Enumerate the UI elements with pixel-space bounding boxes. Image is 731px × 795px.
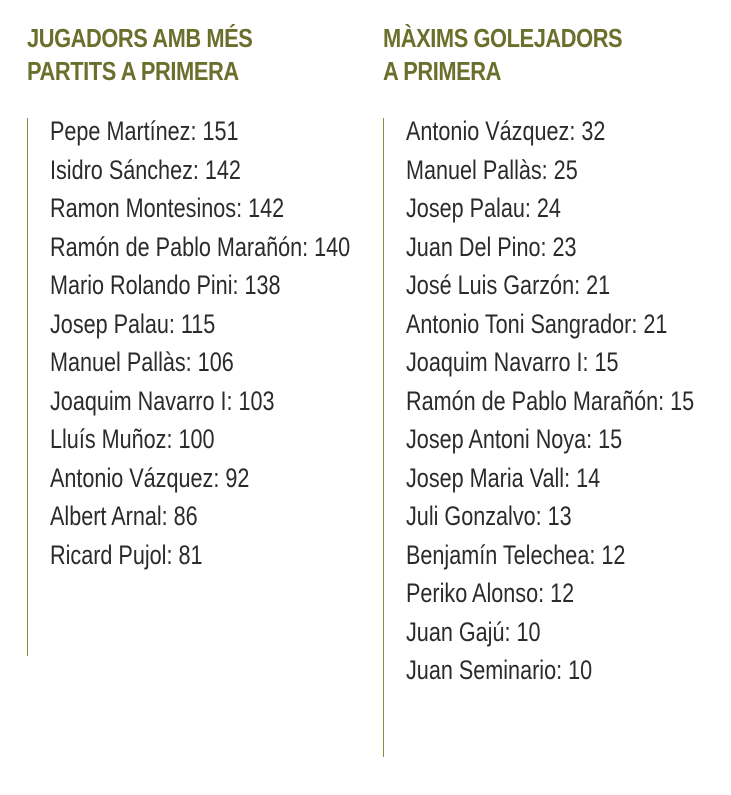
list-item: Albert Arnal: 86 bbox=[50, 501, 198, 531]
list-item: Manuel Pallàs: 25 bbox=[406, 154, 578, 185]
list-item: Josep Palau: 24 bbox=[406, 193, 561, 223]
list-item: Ricard Pujol: 81 bbox=[50, 539, 203, 570]
list-item: Periko Alonso: 12 bbox=[406, 578, 575, 608]
list-item: Antonio Toni Sangrador: 21 bbox=[406, 308, 668, 339]
list-item: Antonio Vázquez: 92 bbox=[50, 462, 250, 493]
title-line: PARTITS A PRIMERA bbox=[27, 56, 239, 86]
list-item: Lluís Muñoz: 100 bbox=[50, 424, 215, 454]
list-item: José Luis Garzón: 21 bbox=[406, 270, 611, 300]
most-appearances-list bbox=[27, 118, 425, 656]
list-item: Joaquim Navarro I: 103 bbox=[50, 385, 275, 416]
list-item: Juan Del Pino: 23 bbox=[406, 231, 577, 262]
list-item: Josep Maria Vall: 14 bbox=[406, 462, 601, 493]
list-item: Juli Gonzalvo: 13 bbox=[406, 501, 572, 531]
list-item: Juan Seminario: 10 bbox=[406, 655, 593, 685]
most-appearances-title bbox=[27, 22, 313, 88]
list-item: Josep Palau: 115 bbox=[50, 308, 216, 339]
title-line: JUGADORS AMB MÉS bbox=[27, 23, 253, 53]
list-item: Mario Rolando Pini: 138 bbox=[50, 270, 281, 300]
top-scorers-list bbox=[383, 118, 731, 757]
list-item: Joaquim Navarro I: 15 bbox=[406, 347, 619, 377]
list-item: Isidro Sánchez: 142 bbox=[50, 154, 241, 185]
list-item: Manuel Pallàs: 106 bbox=[50, 347, 234, 377]
list-item: Pepe Martínez: 151 bbox=[50, 116, 239, 146]
list-item: Ramon Montesinos: 142 bbox=[50, 193, 285, 223]
list-item: Juan Gajú: 10 bbox=[406, 616, 541, 647]
most-appearances-section bbox=[27, 22, 367, 570]
list-item: Antonio Vázquez: 32 bbox=[406, 116, 606, 146]
title-line: A PRIMERA bbox=[383, 56, 501, 86]
top-scorers-title bbox=[383, 22, 669, 88]
list-item: Josep Antoni Noya: 15 bbox=[406, 424, 623, 454]
list-item: Benjamín Telechea: 12 bbox=[406, 539, 626, 570]
title-line: MÀXIMS GOLEJADORS bbox=[383, 23, 623, 53]
top-scorers-section bbox=[383, 22, 723, 685]
list-item: Ramón de Pablo Marañón: 15 bbox=[406, 385, 695, 416]
list-item: Ramón de Pablo Marañón: 140 bbox=[50, 231, 351, 262]
